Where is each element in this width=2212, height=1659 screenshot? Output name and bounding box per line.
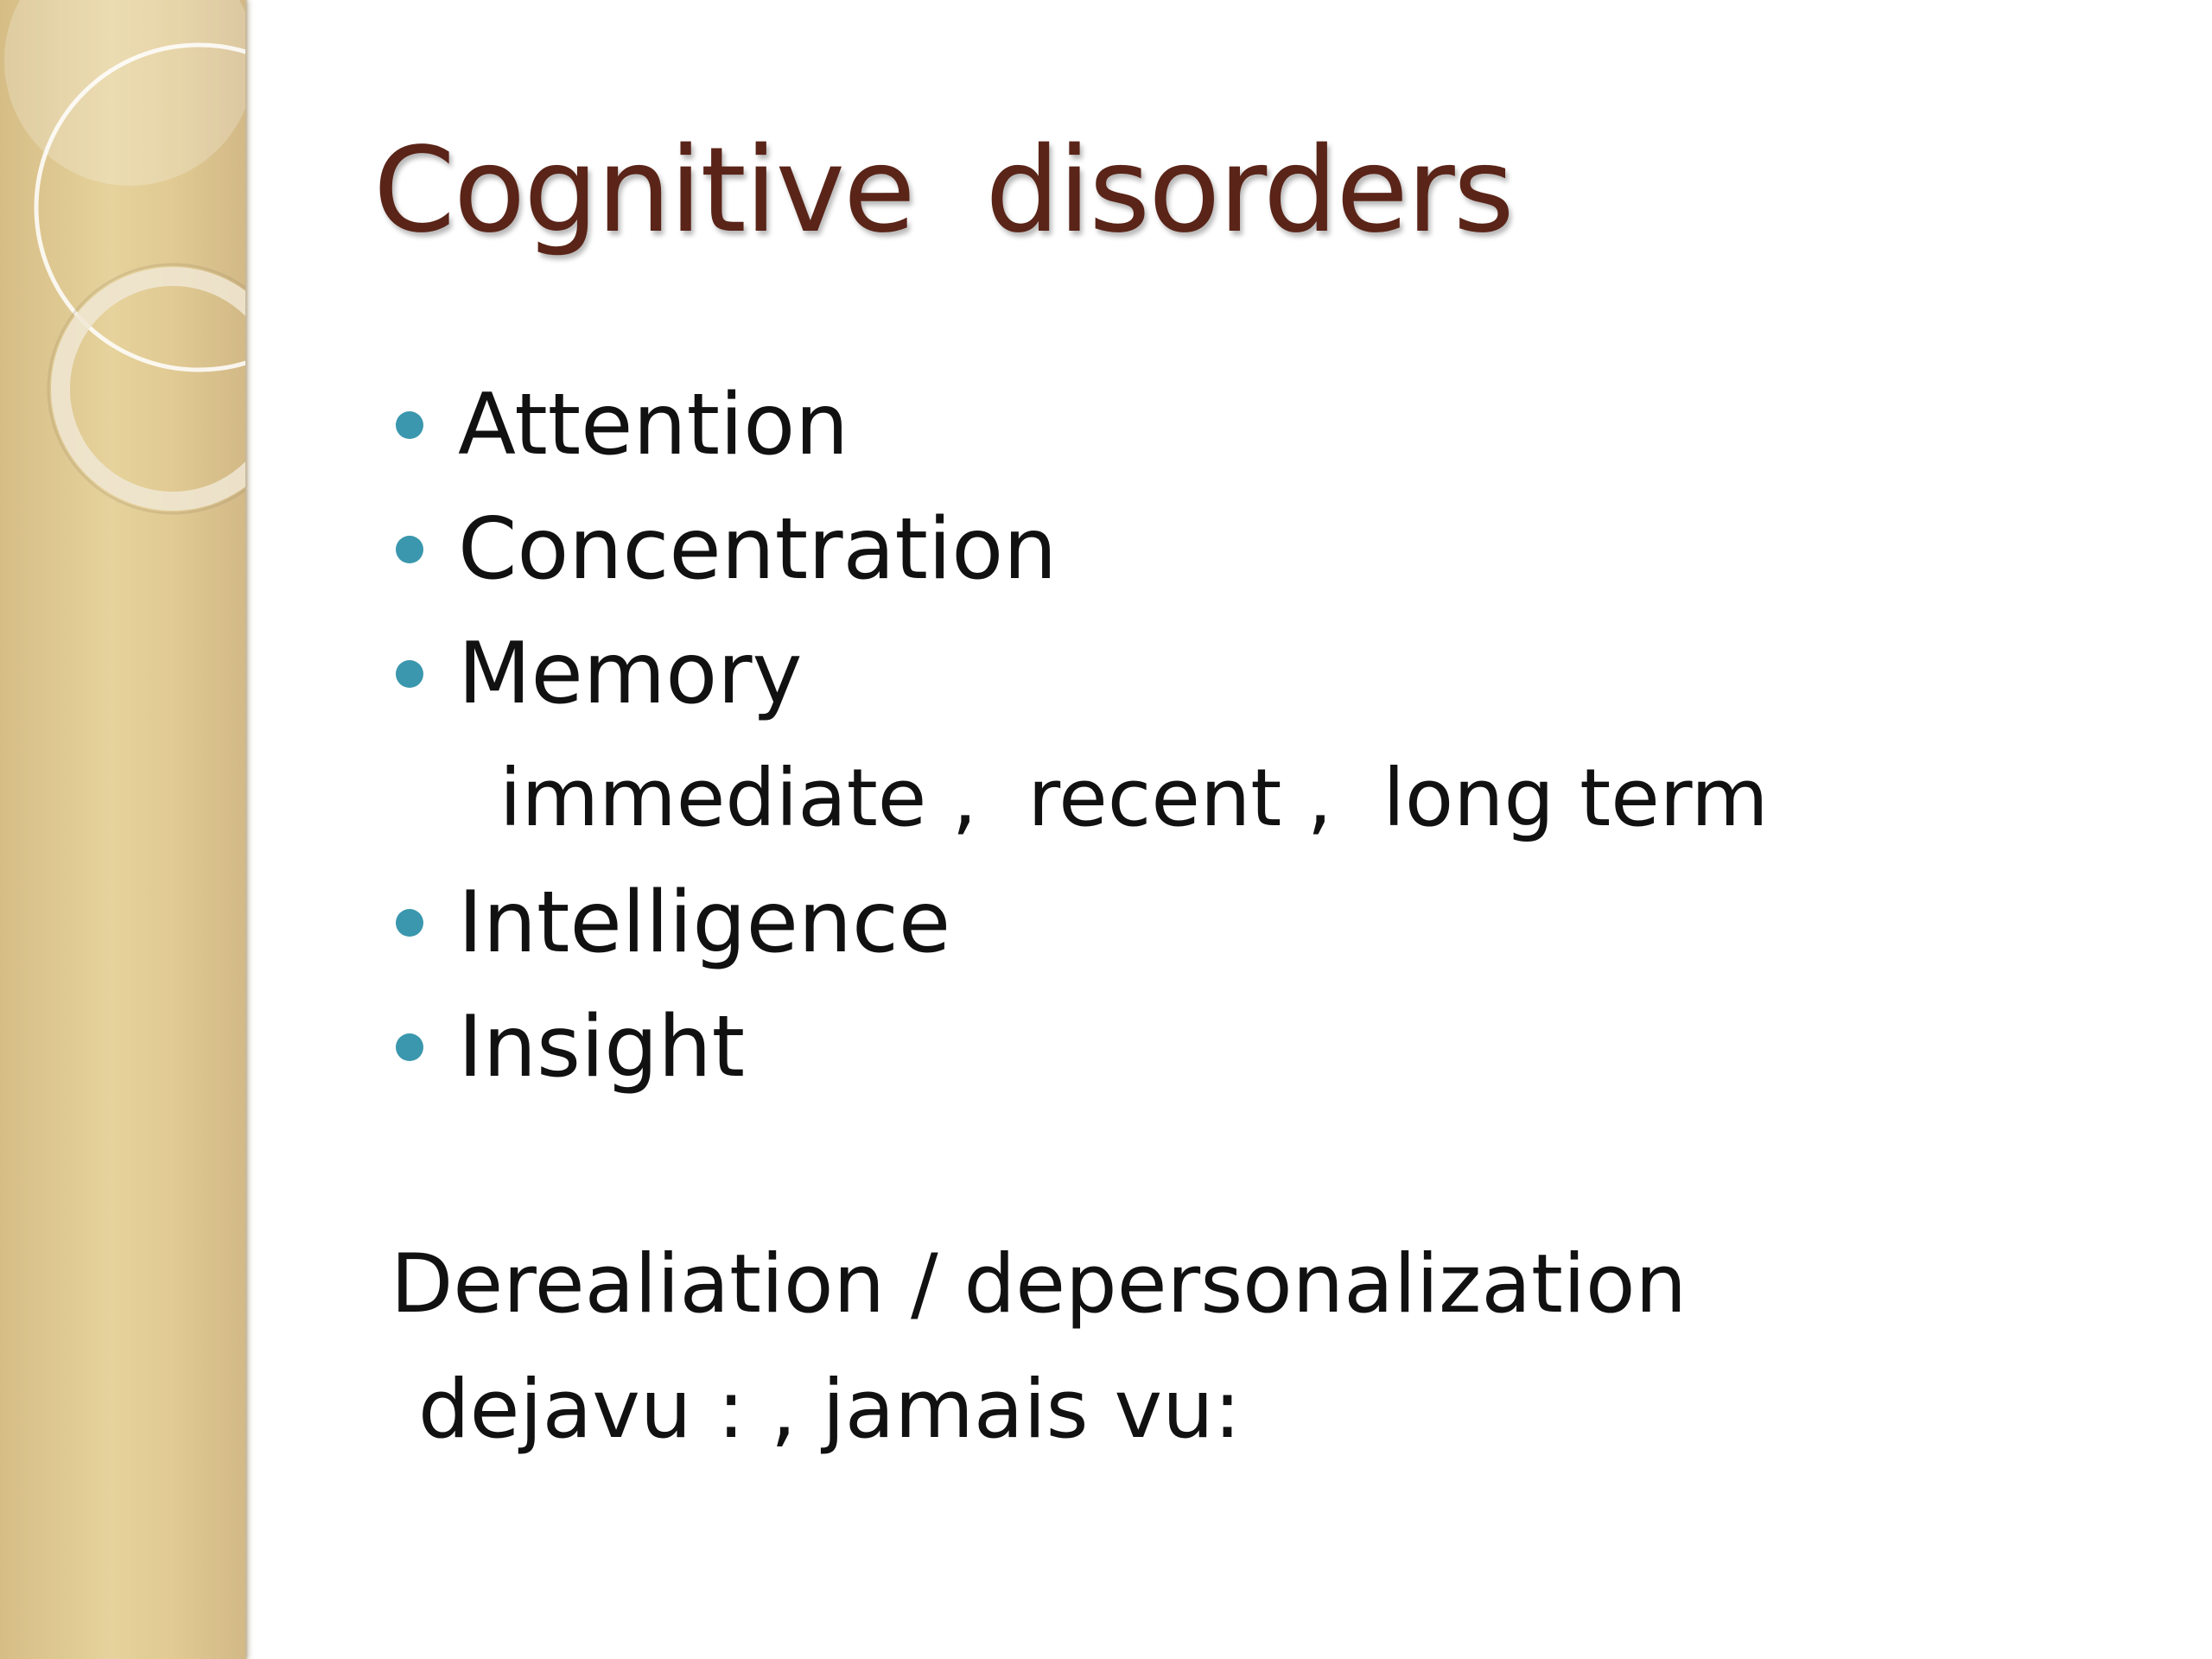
decorative-circles [0, 0, 245, 605]
bullet-dot-icon [396, 411, 423, 439]
memory-detail [396, 736, 1769, 861]
bullet-list [396, 363, 1769, 1109]
bullet-item-insight [396, 985, 1769, 1109]
bullet-text: Attention [458, 376, 849, 474]
bullet-text: Concentration [458, 500, 1058, 599]
side-band-edge [245, 0, 249, 1659]
bullet-item-memory [396, 612, 1769, 736]
dejavu-line: dejavu : , jamais vu: [418, 1363, 1242, 1457]
bullet-text: Memory [458, 625, 803, 723]
decor-small-ring [60, 276, 245, 501]
memory-detail-text: immediate , recent , long term [499, 752, 1769, 844]
decor-small-ring-shadow [48, 264, 245, 513]
bullet-dot-icon [396, 536, 423, 563]
derealization-line: Derealiation / depersonalization [391, 1237, 1688, 1332]
bullet-item-attention [396, 363, 1769, 487]
bullet-dot-icon [396, 1033, 423, 1061]
slide-title: Cognitive disorders [373, 123, 1513, 259]
bullet-dot-icon [396, 660, 423, 688]
bullet-item-intelligence [396, 861, 1769, 985]
bullet-dot-icon [396, 909, 423, 937]
bullet-item-concentration [396, 487, 1769, 612]
bullet-text: Intelligence [458, 874, 951, 972]
decor-large-circle-fill [4, 0, 245, 186]
bullet-text: Insight [458, 998, 746, 1096]
